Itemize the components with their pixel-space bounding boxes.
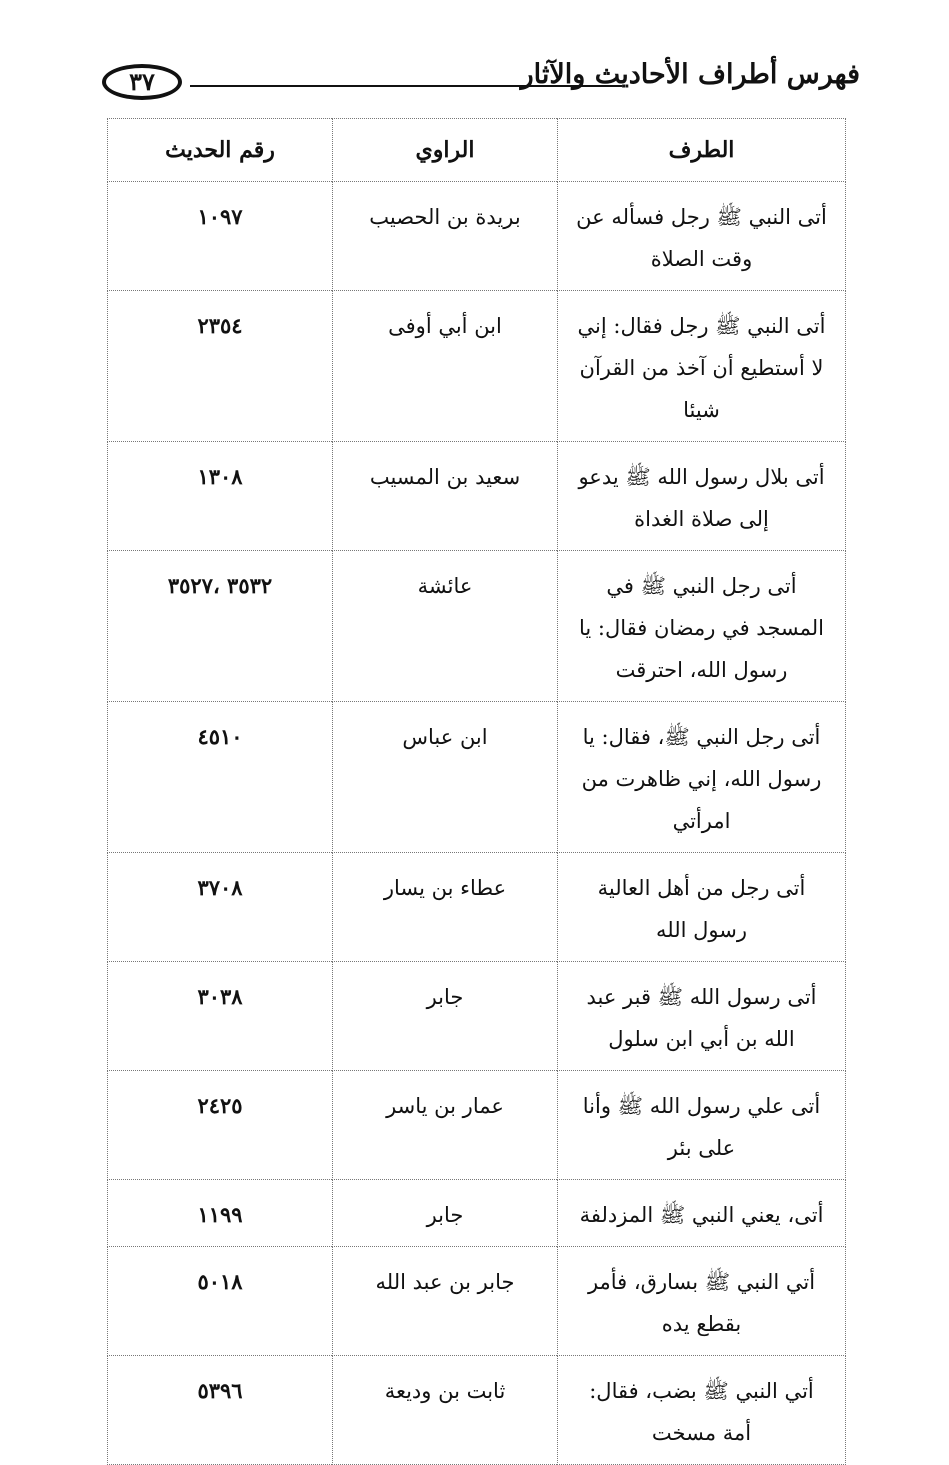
- cell-rawi: ابن أبي أوفى: [333, 291, 558, 442]
- table-row: [108, 1071, 846, 1180]
- cell-number: ٥٠١٨: [108, 1247, 333, 1356]
- table-row: [108, 702, 846, 853]
- table-row: [108, 1356, 846, 1465]
- table-row: [108, 962, 846, 1071]
- page-number: ٣٧: [102, 64, 182, 100]
- cell-tarf: أتى، يعني النبي ﷺ المزدلفة: [558, 1180, 846, 1247]
- cell-number: ٣٧٠٨: [108, 853, 333, 962]
- column-header-tarf: الطرف: [558, 119, 846, 182]
- table-row: [108, 182, 846, 291]
- cell-tarf: أتي النبي ﷺ بسارق، فأمر بقطع يده: [558, 1247, 846, 1356]
- cell-rawi: جابر بن عبد الله: [333, 1247, 558, 1356]
- column-header-number: رقم الحديث: [108, 119, 333, 182]
- hadith-index-table-container: [107, 118, 845, 1465]
- cell-number: ١٣٠٨: [108, 442, 333, 551]
- cell-rawi: بريدة بن الحصيب: [333, 182, 558, 291]
- cell-tarf: أتى رجل النبي ﷺ، فقال: يا رسول الله، إني ظاهرت من امرأتي: [558, 702, 846, 853]
- cell-rawi: عطاء بن يسار: [333, 853, 558, 962]
- table-row: [108, 1247, 846, 1356]
- page-title: فهرس أطراف الأحاديث والآثار: [520, 59, 860, 90]
- table-row: [108, 853, 846, 962]
- hadith-index-table: [107, 118, 846, 1465]
- cell-rawi: جابر: [333, 962, 558, 1071]
- cell-number: ٣٥٣٢ ،٣٥٢٧: [108, 551, 333, 702]
- cell-number: ١١٩٩: [108, 1180, 333, 1247]
- table-row: [108, 442, 846, 551]
- cell-number: ٤٥١٠: [108, 702, 333, 853]
- cell-rawi: عائشة: [333, 551, 558, 702]
- cell-number: ٢٤٢٥: [108, 1071, 333, 1180]
- cell-rawi: عمار بن ياسر: [333, 1071, 558, 1180]
- cell-tarf: أتى رجل من أهل العالية رسول الله: [558, 853, 846, 962]
- table-row: [108, 551, 846, 702]
- cell-number: ١٠٩٧: [108, 182, 333, 291]
- cell-rawi: ابن عباس: [333, 702, 558, 853]
- page-header: [100, 48, 860, 110]
- cell-tarf: أتى رسول الله ﷺ قبر عبد الله بن أبي ابن سلول: [558, 962, 846, 1071]
- table-row: [108, 1180, 846, 1247]
- cell-number: ٣٠٣٨: [108, 962, 333, 1071]
- cell-tarf: أتى النبي ﷺ رجل فقال: إني لا أستطيع أن آخذ من القرآن شيئا: [558, 291, 846, 442]
- cell-number: ٥٣٩٦: [108, 1356, 333, 1465]
- cell-tarf: أتى النبي ﷺ رجل فسأله عن وقت الصلاة: [558, 182, 846, 291]
- cell-tarf: أتي النبي ﷺ بضب، فقال: أمة مسخت: [558, 1356, 846, 1465]
- table-row: [108, 291, 846, 442]
- cell-tarf: أتى علي رسول الله ﷺ وأنا على بئر: [558, 1071, 846, 1180]
- cell-rawi: ثابت بن وديعة: [333, 1356, 558, 1465]
- column-header-rawi: الراوي: [333, 119, 558, 182]
- cell-rawi: سعيد بن المسيب: [333, 442, 558, 551]
- cell-rawi: جابر: [333, 1180, 558, 1247]
- cell-tarf: أتى رجل النبي ﷺ في المسجد في رمضان فقال: يا رسول الله، احترقت: [558, 551, 846, 702]
- cell-tarf: أتى بلال رسول الله ﷺ يدعو إلى صلاة الغداة: [558, 442, 846, 551]
- table-header-row: [108, 119, 846, 182]
- cell-number: ٢٣٥٤: [108, 291, 333, 442]
